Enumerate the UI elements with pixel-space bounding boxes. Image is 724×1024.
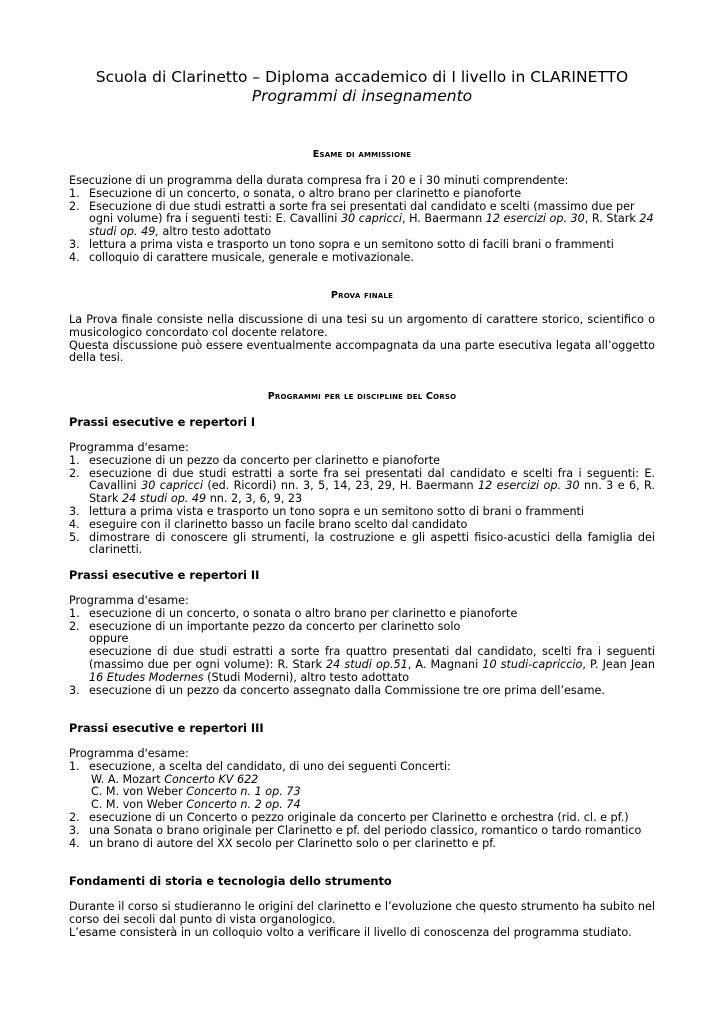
section-heading-esame: Esame di ammissione [312, 149, 412, 160]
list-item: 3. una Sonata o brano originale per Clarinetto e pf. del periodo classico, romantico o tardo romantico [69, 823, 642, 837]
prova-paragraph-2: Questa discussione può essere eventualmente accompagnata da una parte esecutiva legata all’oggetto della tesi. [69, 338, 655, 365]
document-subtitle: Programmi di insegnamento [251, 87, 473, 105]
section-heading-programmi: Programmi per le discipline del Corso [267, 391, 457, 402]
list-item: 2. esecuzione di un importante pezzo da concerto per clarinetto solo oppure esecuzione di due studi estratti a sorte fra quattro presentati dal candidato, scelti fra i seguenti (massimo due per ogni volume): R. Stark 24 studi op.51, A. Magnani 10 studi-capriccio, P. Jean Jean 16 Etudes Modernes (Studi Moderni), altro testo adottato [69, 619, 655, 684]
concerto-item: W. A. Mozart Concerto KV 622 [91, 772, 259, 786]
list-item: 2. esecuzione di due studi estratti a sorte fra sei presentati dal candidato e scelti fra i seguenti: E. Cavallini 30 capricci (ed. Ricordi) nn. 3, 5, 14, 23, 29, H. Baermann 12 esercizi op. 30 nn. 3 e 6, R. Stark 24 studi op. 49 nn. 2, 3, 6, 9, 23 [69, 466, 655, 506]
list-item: 1. esecuzione di un pezzo da concerto per clarinetto e pianoforte [69, 453, 441, 467]
alternative-text: esecuzione di due studi estratti a sorte fra quattro presentati dal candidato, scelti fra i seguenti (massimo due per ogni volume): R. Stark 24 studi op.51, A. Magnani 10 studi-capriccio, P. Jean Jean 16 Etudes Modernes (Studi Moderni), altro testo adottato [89, 645, 655, 684]
list-item: 2. Esecuzione di due studi estratti a sorte fra sei presentati dal candidato e scelti (massimo due per ogni volume) fra i seguenti testi: E. Cavallini 30 capricci, H. Baermann 12 esercizi op. 30, R. Stark 24 studi op. 49, altro testo adottato [69, 199, 654, 239]
list-item: 1. Esecuzione di un concerto, o sonata, o altro brano per clarinetto e pianoforte [69, 186, 522, 200]
prassi-2-list [69, 608, 655, 698]
list-item: 3. esecuzione di un pezzo da concerto assegnato dalla Commissione tre ore prima dell’esame. [69, 683, 605, 697]
prassi-1-intro: Programma d'esame: [69, 441, 189, 454]
fondamenti-block [69, 901, 655, 939]
concerti-list [69, 774, 655, 812]
list-item: 4. un brano di autore del XX secolo per Clarinetto solo o per clarinetto e pf. [69, 836, 496, 850]
prassi-2-block [69, 595, 655, 697]
section-heading-prova: Prova finale [330, 290, 394, 301]
fondamenti-heading: Fondamenti di storia e tecnologia dello strumento [69, 874, 392, 888]
prassi-1-block [69, 442, 655, 557]
list-item: 5. dimostrare di conoscere gli strumenti, la costruzione e gli aspetti fisico-acustici della famiglia dei clarinetti. [69, 530, 655, 557]
concerto-item: C. M. von Weber Concerto n. 2 op. 74 [91, 798, 301, 812]
fondamenti-paragraph-1: Durante il corso si studieranno le origini del clarinetto e l’evoluzione che questo strumento ha subito nel corso dei secoli dal punto di vista organologico. [69, 900, 655, 926]
prassi-2-heading: Prassi esecutive e repertori II [69, 568, 260, 582]
prova-block [69, 314, 655, 365]
prassi-1-list [69, 455, 655, 557]
list-item: 2. esecuzione di un Concerto o pezzo originale da concerto per Clarinetto e orchestra (rid. cl. e pf.) [69, 810, 629, 824]
list-item: 4. colloquio di carattere musicale, generale e motivazionale. [69, 250, 414, 264]
esame-intro: Esecuzione di un programma della durata compresa fra i 20 e i 30 minuti comprendente: [69, 174, 569, 187]
prassi-3-list [69, 761, 655, 774]
prassi-3-heading: Prassi esecutive e repertori III [69, 721, 264, 735]
fondamenti-paragraph-2: L’esame consisterà in un colloquio volto a verificare il livello di conoscenza del programma studiato. [69, 925, 632, 939]
prova-paragraph-1: La Prova finale consiste nella discussione di una tesi su un argomento di carattere storico, scientifico o musicologico concordato col docente relatore. [69, 313, 655, 339]
list-item: 3. lettura a prima vista e trasporto un tono sopra e un semitono sotto di facili brani o frammenti [69, 237, 614, 251]
prassi-3-intro: Programma d'esame: [69, 747, 189, 760]
prassi-1-heading: Prassi esecutive e repertori I [69, 415, 256, 429]
list-item: 1. esecuzione di un concerto, o sonata o altro brano per clarinetto e pianoforte [69, 606, 518, 620]
esame-list [69, 188, 655, 265]
prassi-3-block [69, 748, 655, 850]
list-item: 1. esecuzione, a scelta del candidato, di uno dei seguenti Concerti: [69, 759, 451, 773]
list-item: 4. eseguire con il clarinetto basso un facile brano scelto dal candidato [69, 517, 468, 531]
prassi-2-intro: Programma d'esame: [69, 594, 189, 607]
concerto-item: C. M. von Weber Concerto n. 1 op. 73 [91, 785, 301, 799]
esame-block [69, 175, 655, 265]
list-item: 3. lettura a prima vista e trasporto un tono sopra e un semitono sotto di brani o frammenti [69, 504, 585, 518]
oppure-label: oppure [89, 632, 129, 646]
document-title: Scuola di Clarinetto – Diploma accademico di I livello in CLARINETTO [95, 68, 629, 86]
